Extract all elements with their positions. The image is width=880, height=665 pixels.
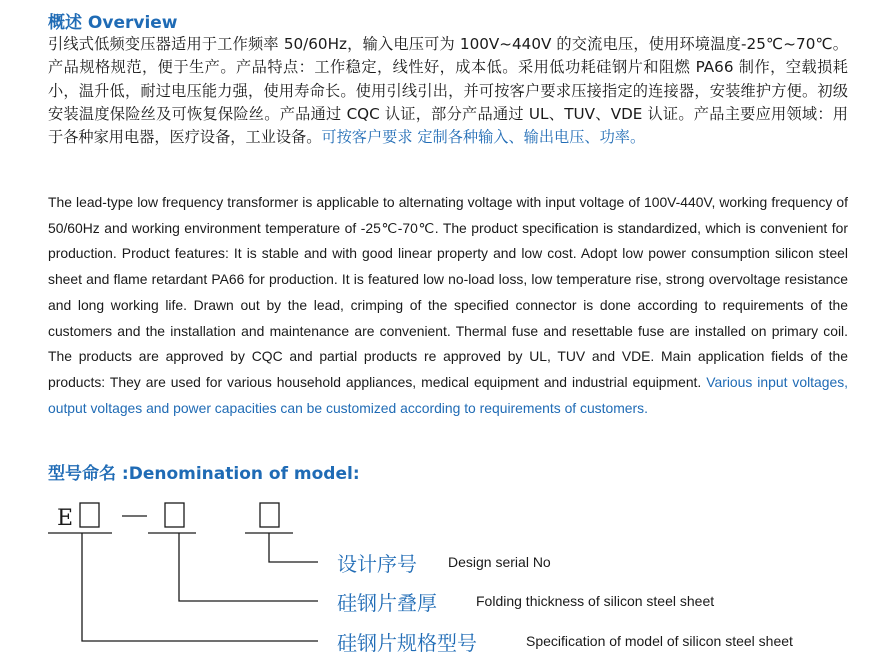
design-serial-box <box>260 503 279 527</box>
folding-thickness-label-en: Folding thickness of silicon steel sheet <box>476 593 715 609</box>
overview-english-paragraph <box>48 190 848 421</box>
folding-thickness-label-zh: 硅钢片叠厚 <box>337 591 437 615</box>
overview-chinese-paragraph <box>48 33 848 149</box>
spec-model-label-zh: 硅钢片规格型号 <box>337 631 477 655</box>
model-denomination-heading: 型号命名 :Denomination of model: <box>48 464 360 484</box>
model-prefix-letter: E <box>57 506 74 531</box>
spec-leader-line <box>82 533 318 641</box>
overview-chinese-highlight: 可按客户要求 定制各种输入、输出电压、功率。 <box>321 128 646 147</box>
overview-chinese-text: 引线式低频变压器适用于工作频率 50/60Hz，输入电压可为 100V~440V 的交流电压，使用环境温度-25℃~70℃。产品规格规范，便于生产。产品特点：工作稳定，线性好，成本低。采用低功耗硅钢片和阻燃 PA66 制作，空载损耗小，温升低，耐过电压能力强，使用寿命长。使用引线引出，并可按客户要求压接指定的连接器，安装维护方便。初级安装温度保险丝及可恢复保险丝。产品通过 CQC 认证，部分产品通过 UL、TUV、VDE 认证。产品主要应用领域：用于各种家用电器，医疗设备，工业设备。 <box>48 35 848 147</box>
design-serial-label-zh: 设计序号 <box>337 552 417 576</box>
overview-english-text: The lead-type low frequency transformer is applicable to alternating voltage with input voltage of 100V-440V, working frequency of 50/60Hz and working environment temperature of -25℃-70℃. The product specification is standardized, which is convenient for production. Product features: It is stable and with good linear property and low cost. Adopt low power consumption silicon steel sheet and flame retardant PA66 for production. It is featured low no-load loss, low temperature rise, strong overvoltage resistance and long working life. Drawn out by the lead, crimping of the specified connector is done according to requirements of the customers and the installation and maintenance are convenient. Thermal fuse and resettable fuse are installed on primary coil. The products are approved by CQC and partial products re approved by UL, TUV and VDE. Main application fields of the products: They are used for various household appliances, medical equipment and industrial equipment. <box>48 194 848 390</box>
thickness-leader-line <box>179 533 318 601</box>
serial-leader-line <box>269 533 318 562</box>
design-serial-label-en: Design serial No <box>448 554 551 570</box>
spec-model-label-en: Specification of model of silicon steel sheet <box>526 633 793 649</box>
overview-english-highlight: Various input voltages, output voltages and power capacities can be customized according to requirements of customers. <box>48 373 849 416</box>
overview-heading: 概述 Overview <box>48 13 178 33</box>
folding-thickness-box <box>165 503 184 527</box>
spec-model-box <box>80 503 99 527</box>
